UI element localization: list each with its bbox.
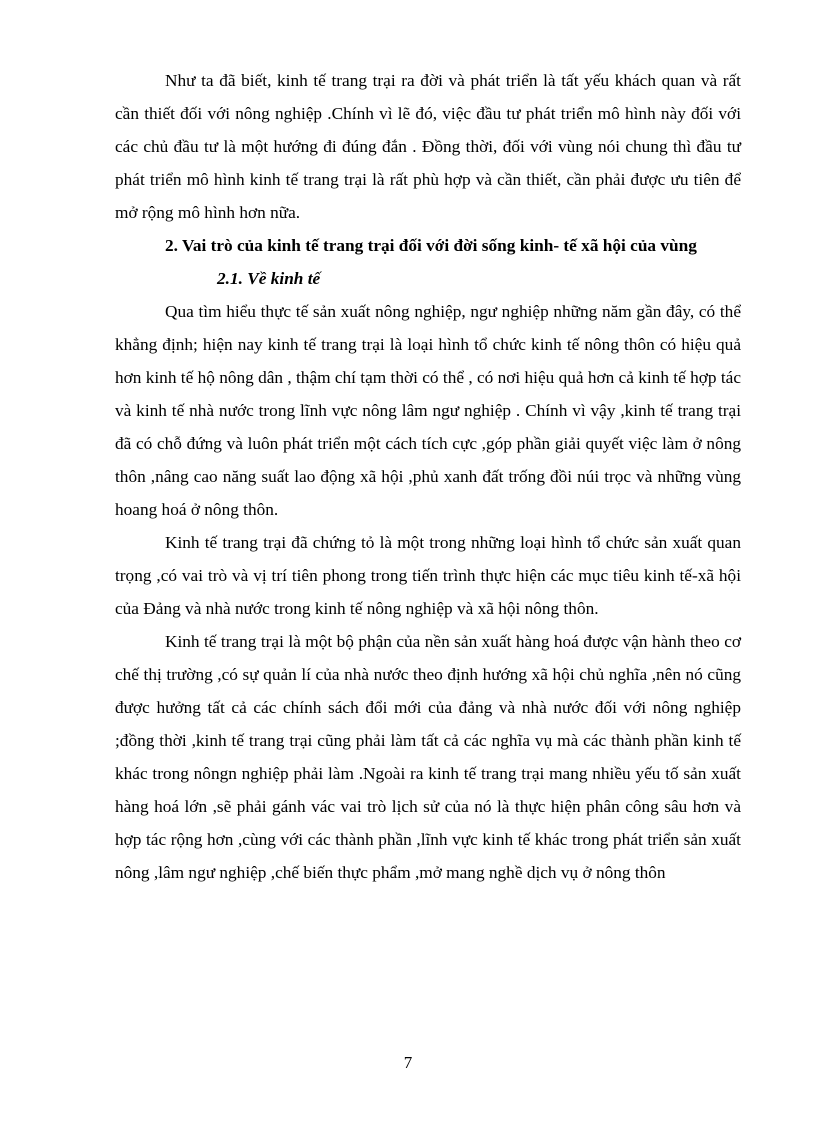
paragraph-economy: Qua tìm hiểu thực tế sản xuất nông nghiệp, ngư nghiệp những năm gần đây, có thể khẳng định; hiện nay kinh tế trang trại là loại hình tổ chức kinh tế nông thôn có hiệu quả hơn kinh tế hộ nông dân , thậm chí tạm thời có thể , có nơi hiệu quả hơn cả kinh tế hợp tác và kinh tế nhà nước trong lĩnh vực nông lâm ngư nghiệp . Chính vì vậy ,kinh tế trang trại đã có chỗ đứng và luôn phát triển một cách tích cực ,góp phần giải quyết việc làm ở nông thôn ,nâng cao năng suất lao động xã hội ,phủ xanh đất trống đồi núi trọc và những vùng hoang hoá ở nông thôn.	[115, 302, 741, 519]
subsection-heading-2-1: 2.1. Về kinh tế	[217, 269, 321, 288]
paragraph-role: Kinh tế trang trại đã chứng tỏ là một trong những loại hình tổ chức sản xuất quan trọng ,có vai trò và vị trí tiên phong trong tiến trình thực hiện các mục tiêu kinh tế-xã hội của Đảng và nhà nước trong kinh tế nông nghiệp và xã hội nông thôn.	[115, 533, 741, 618]
page-number: 7	[403, 1053, 413, 1072]
section-heading-2: 2. Vai trò của kinh tế trang trại đối với đời sống kinh- tế xã hội của vùng	[165, 236, 697, 255]
paragraph-intro: Như ta đã biết, kinh tế trang trại ra đời và phát triển là tất yếu khách quan và rất cần thiết đối với nông nghiệp .Chính vì lẽ đó, việc đầu tư phát triển mô hình này đối với các chủ đầu tư là một hướng đi đúng đắn . Đồng thời, đối với vùng nói chung thì đầu tư phát triển mô hình kinh tế trang trại là rất phù hợp và cần thiết, cần phải được ưu tiên để mở rộng mô hình hơn nữa.	[115, 71, 741, 222]
page-body	[115, 64, 741, 889]
paragraph-market: Kinh tế trang trại là một bộ phận của nền sản xuất hàng hoá được vận hành theo cơ chế thị trường ,có sự quản lí của nhà nước theo định hướng xã hội chủ nghĩa ,nên nó cũng được hưởng tất cả các chính sách đổi mới của đảng và nhà nước đối với nông nghiệp ;đồng thời ,kinh tế trang trại cũng phải làm tất cả các nghĩa vụ mà các thành phần kinh tế khác trong nôngn nghiệp phải làm .Ngoài ra kinh tế trang trại mang nhiều yếu tố sản xuất hàng hoá lớn ,sẽ phải gánh vác vai trò lịch sử của nó là thực hiện phân công sâu hơn và hợp tác rộng hơn ,cùng với các thành phần ,lĩnh vực kinh tế khác trong phát triển sản xuất nông ,lâm ngư nghiệp ,chế biến thực phẩm ,mở mang nghề dịch vụ ở nông thôn	[115, 632, 741, 882]
